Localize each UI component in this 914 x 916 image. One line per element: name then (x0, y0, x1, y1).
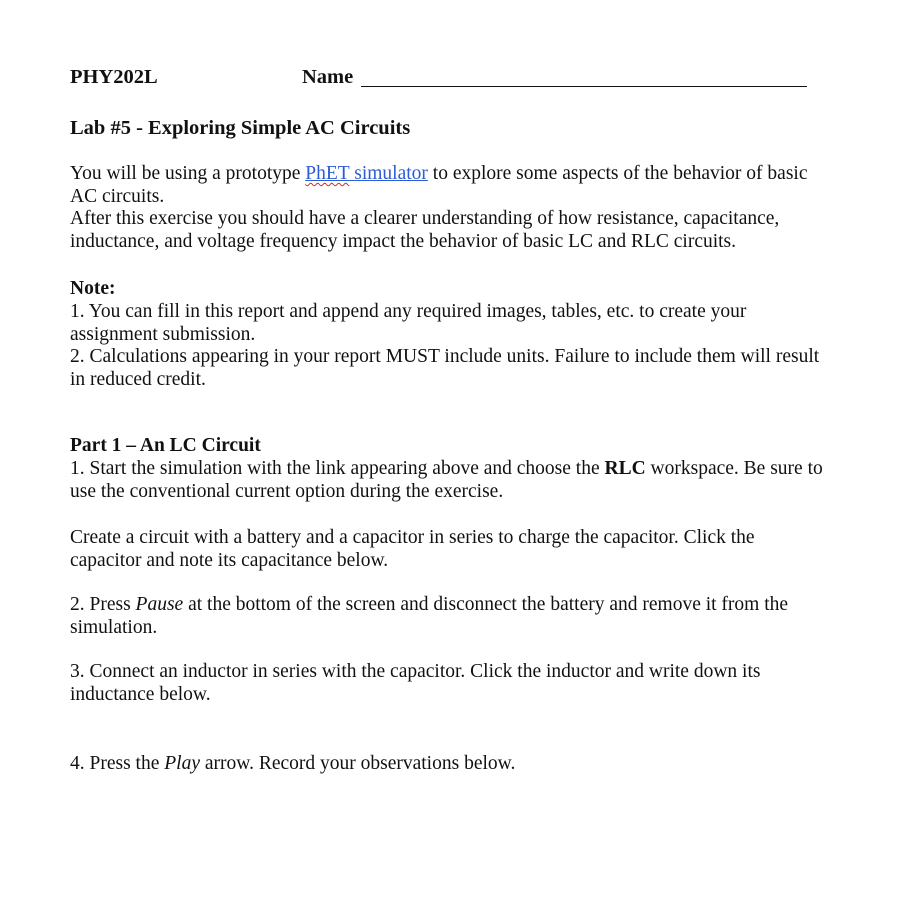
part1-heading: Part 1 – An LC Circuit (70, 435, 261, 456)
lab-title: Lab #5 - Exploring Simple AC Circuits (70, 117, 411, 139)
intro-paragraph-1 (70, 162, 830, 208)
part1-step-2 (70, 593, 830, 639)
play-word: Play (164, 753, 200, 774)
part1-step-3: 3. Connect an inductor in series with the capacitor. Click the inductor and write down its inductance below. (70, 661, 761, 705)
note-heading: Note: (70, 278, 116, 299)
step2-text-after: at the bottom of the screen and disconnect the battery and remove it from the simulation. (70, 594, 789, 638)
header-row (70, 66, 830, 94)
step1-text-before: 1. Start the simulation with the link appearing above and choose the (70, 458, 605, 479)
phet-link-word: PhET (305, 163, 350, 184)
pause-word: Pause (135, 594, 184, 615)
name-blank-line[interactable] (361, 86, 807, 87)
part1-step-1b: Create a circuit with a battery and a capacitor in series to charge the capacitor. Click the capacitor and note its capacitance below. (70, 527, 755, 571)
part1-step-1 (70, 457, 830, 503)
name-label: Name (302, 66, 354, 88)
step4-text-before: 4. Press the (70, 753, 165, 774)
note-item-2: 2. Calculations appearing in your report MUST include units. Failure to include them will result in reduced credit. (70, 346, 820, 390)
intro-paragraph-2: After this exercise you should have a clearer understanding of how resistance, capacitance, inductance, and voltage frequency impact the behavior of basic LC and RLC circuits. (70, 208, 780, 252)
step4-text-after: arrow. Record your observations below. (199, 753, 516, 774)
note-item-1: 1. You can fill in this report and append any required images, tables, etc. to create your assignment submission. (70, 301, 747, 345)
simulator-link-word: simulator (354, 163, 428, 184)
step2-text-before: 2. Press (70, 594, 136, 615)
rlc-workspace-label: RLC (604, 458, 646, 479)
course-code: PHY202L (70, 66, 158, 88)
step1-text-after: workspace. Be sure to use the conventional current option during the exercise. (70, 458, 823, 502)
phet-simulator-link[interactable] (305, 163, 428, 184)
intro-text-after-link: to explore some aspects of the behavior of basic AC circuits. (70, 163, 808, 207)
part1-step-4 (70, 752, 830, 775)
intro-text-before-link: You will be using a prototype (70, 163, 306, 184)
